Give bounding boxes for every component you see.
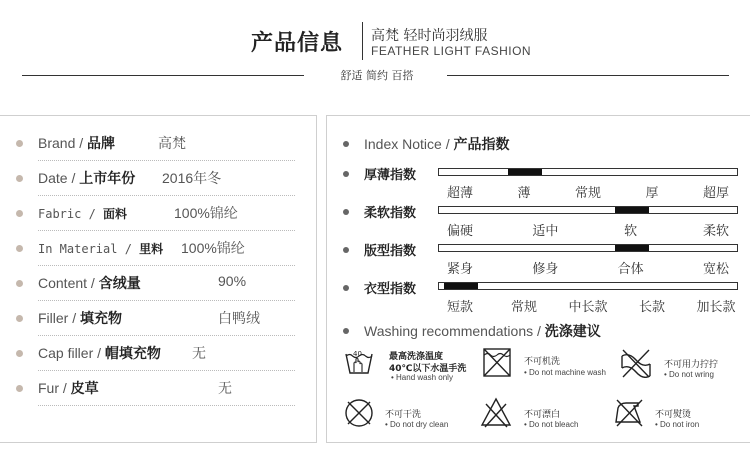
care-text: 不可漂白 — [524, 410, 561, 420]
index-marker — [615, 245, 649, 251]
care-text: 最高洗涤温度 — [389, 352, 444, 362]
bullet-dot — [16, 210, 23, 217]
info-label: Content / 含绒量 — [38, 275, 141, 292]
index-tick-label: 厚 — [645, 186, 659, 201]
care-text-en: • Hand wash only — [391, 373, 453, 382]
bullet-dot — [343, 171, 349, 177]
index-scale-bar — [438, 282, 738, 290]
index-tick-label: 超厚 — [702, 186, 730, 201]
index-tick-label: 常规 — [510, 300, 538, 315]
index-marker — [508, 169, 542, 175]
row-divider — [38, 300, 295, 301]
svg-text:40: 40 — [353, 350, 362, 358]
info-row-cap-filler — [0, 337, 317, 372]
index-notice-title: Index Notice / 产品指数 — [364, 136, 510, 153]
info-row-content — [0, 267, 317, 302]
care-text-en: • Do not bleach — [524, 420, 579, 429]
index-tick-label: 常规 — [574, 186, 602, 201]
care-text-en: • Do not dry clean — [385, 420, 449, 429]
info-value: 2016年冬 — [162, 170, 222, 186]
bullet-dot — [343, 247, 349, 253]
bullet-dot — [16, 280, 23, 287]
index-label: 厚薄指数 — [364, 168, 417, 183]
info-label: Cap filler / 帽填充物 — [38, 345, 161, 362]
bullet-dot — [16, 140, 23, 147]
index-scale-bar — [438, 244, 738, 252]
care-text: 不可熨烫 — [655, 410, 692, 420]
info-label: Fabric / 面料 — [38, 207, 128, 221]
page-title: 产品信息 — [251, 31, 344, 56]
info-row-brand — [0, 127, 317, 162]
info-row-filler — [0, 302, 317, 337]
index-tick-label: 偏硬 — [446, 224, 474, 239]
row-divider — [38, 160, 295, 161]
bullet-dot — [16, 385, 23, 392]
care-text-en: • Do not machine wash — [524, 368, 606, 377]
info-label: In Material / 里料 — [38, 242, 164, 256]
row-divider — [38, 195, 295, 196]
product-info-panel — [0, 115, 317, 443]
row-divider — [38, 265, 295, 266]
index-tick-label: 中长款 — [568, 300, 608, 315]
index-tick-label: 修身 — [532, 262, 559, 277]
bullet-dot — [16, 245, 23, 252]
info-row-fabric — [0, 197, 317, 232]
bullet-dot — [343, 328, 349, 334]
index-tick-label: 柔软 — [702, 224, 730, 239]
care-text: 40℃以下水温手洗 — [389, 364, 467, 374]
row-divider — [38, 230, 295, 231]
care-text-en: • Do not wring — [664, 370, 714, 379]
bullet-dot — [16, 175, 23, 182]
index-scale-bar — [438, 206, 738, 214]
info-row-lining — [0, 232, 317, 267]
row-divider — [38, 405, 295, 406]
index-tick-label: 加长款 — [696, 300, 736, 315]
index-scale-bar — [438, 168, 738, 176]
no-iron-icon — [612, 396, 646, 428]
no-dry-clean-icon — [343, 397, 375, 429]
row-divider — [38, 335, 295, 336]
index-tick-label: 超薄 — [446, 186, 474, 201]
no-wring-icon — [619, 348, 653, 378]
index-marker — [444, 283, 478, 289]
index-tick-label: 长款 — [638, 300, 666, 315]
index-tick-label: 紧身 — [446, 262, 474, 277]
index-panel — [326, 115, 750, 443]
washing-title: Washing recommendations / 洗涤建议 — [364, 323, 601, 340]
info-label: Filler / 填充物 — [38, 310, 123, 327]
bullet-dot — [16, 315, 23, 322]
index-label: 衣型指数 — [364, 282, 417, 297]
info-value: 100%锦纶 — [174, 205, 238, 221]
care-text: 不可机洗 — [524, 357, 561, 367]
info-value: 无 — [218, 380, 232, 396]
index-tick-label: 合体 — [617, 262, 644, 277]
hand-wash-icon — [343, 346, 375, 376]
info-value: 高梵 — [158, 135, 186, 151]
index-tick-label: 适中 — [532, 224, 559, 239]
info-value: 白鸭绒 — [218, 310, 260, 326]
slogan: 舒适 简约 百搭 — [340, 69, 414, 82]
bullet-dot — [343, 209, 349, 215]
title-divider — [362, 22, 363, 60]
index-tick-label: 宽松 — [702, 262, 730, 277]
info-label: Fur / 皮草 — [38, 380, 99, 397]
info-row-fur — [0, 372, 317, 407]
info-row-date — [0, 162, 317, 197]
brand-tagline: 高梵 轻时尚羽绒服 — [371, 28, 488, 44]
index-tick-label: 软 — [624, 224, 638, 239]
info-value: 100%锦纶 — [181, 240, 245, 256]
english-tagline: FEATHER LIGHT FASHION — [371, 44, 532, 58]
index-tick-label: 薄 — [517, 186, 531, 201]
bullet-dot — [343, 285, 349, 291]
care-text: 不可干洗 — [385, 410, 422, 420]
no-bleach-icon — [480, 396, 512, 428]
row-divider — [38, 370, 295, 371]
info-value: 90% — [218, 273, 247, 289]
info-label: Brand / 品牌 — [38, 135, 116, 152]
bullet-dot — [16, 350, 23, 357]
care-text: 不可用力拧拧 — [664, 360, 719, 370]
info-value: 无 — [192, 345, 206, 361]
header-rule-right — [447, 75, 729, 76]
bullet-dot — [343, 141, 349, 147]
header-rule-left — [22, 75, 304, 76]
info-label: Date / 上市年份 — [38, 170, 136, 187]
index-label: 版型指数 — [364, 244, 417, 259]
care-text-en: • Do not iron — [655, 420, 700, 429]
index-marker — [615, 207, 649, 213]
index-tick-label: 短款 — [446, 300, 474, 315]
index-label: 柔软指数 — [364, 206, 417, 221]
no-machine-wash-icon — [482, 346, 512, 378]
